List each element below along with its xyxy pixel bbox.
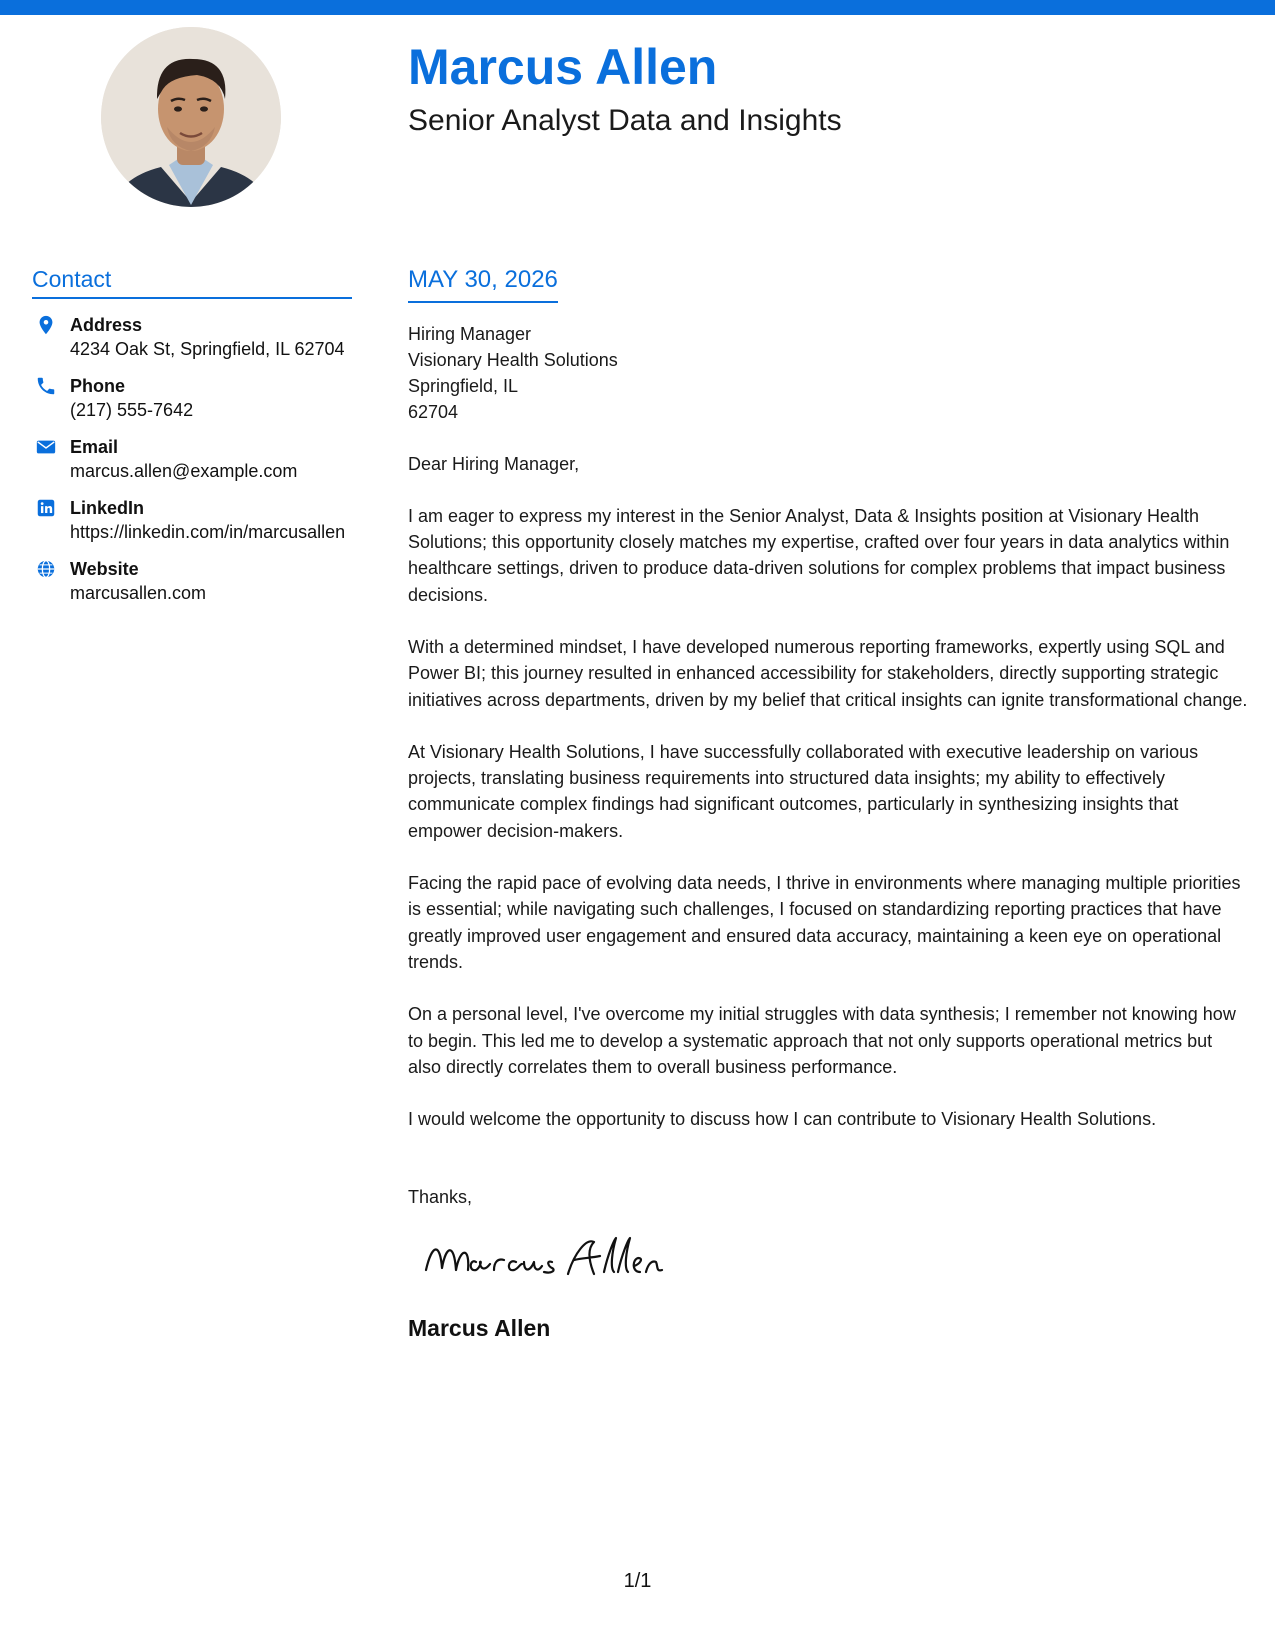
contact-label: Website	[70, 558, 139, 579]
paragraph: I would welcome the opportunity to discuss how I can contribute to Visionary Health Solutions.	[408, 1109, 1157, 1130]
map-pin-icon	[35, 314, 57, 336]
envelope-icon	[35, 436, 57, 458]
phone-value[interactable]: (217) 555-7642	[70, 399, 194, 420]
contact-label: Email	[70, 436, 119, 457]
website-value[interactable]: marcusallen.com	[70, 582, 207, 603]
letter-body	[408, 266, 1248, 1342]
globe-icon	[35, 558, 57, 580]
letter-date: MAY 30, 2026	[408, 266, 558, 303]
contact-heading: Contact	[32, 266, 352, 299]
handwritten-signature	[418, 1224, 678, 1294]
contact-linkedin	[32, 496, 352, 545]
contact-email	[32, 435, 352, 484]
paragraph: Facing the rapid pace of evolving data needs, I thrive in environments where managing multiple priorities is essential; while navigating such challenges, I focused on standardizing reporting practices that have greatly improved user engagement and ensured data accuracy, maintaining a keen eye on operational trends.	[408, 873, 1241, 972]
address-value: 4234 Oak St, Springfield, IL 62704	[70, 338, 345, 359]
recipient-line: Springfield, IL	[408, 375, 519, 396]
greeting: Dear Hiring Manager,	[408, 453, 580, 474]
email-value[interactable]: marcus.allen@example.com	[70, 460, 298, 481]
profile-photo	[101, 27, 281, 207]
recipient-block	[408, 321, 1248, 425]
signer-name: Marcus Allen	[408, 1315, 551, 1342]
paragraph: On a personal level, I've overcome my initial struggles with data synthesis; I remember not knowing how to begin. This led me to develop a systematic approach that not only supports operational metrics but also directly correlates them to overall business performance.	[408, 1004, 1236, 1077]
contact-label: Address	[70, 314, 143, 335]
contact-label: LinkedIn	[70, 497, 145, 518]
page-number: 1/1	[623, 1570, 652, 1592]
contact-list	[32, 313, 352, 606]
candidate-title: Senior Analyst Data and Insights	[408, 104, 842, 137]
linkedin-value[interactable]: https://linkedin.com/in/marcusallen	[70, 521, 346, 542]
recipient-line: 62704	[408, 401, 459, 422]
contact-label: Phone	[70, 375, 126, 396]
candidate-name: Marcus Allen	[408, 39, 718, 95]
contact-sidebar	[32, 266, 352, 618]
contact-phone	[32, 374, 352, 423]
phone-icon	[35, 375, 57, 397]
contact-website	[32, 557, 352, 606]
contact-address	[32, 313, 352, 362]
recipient-line: Visionary Health Solutions	[408, 349, 618, 370]
paragraph: At Visionary Health Solutions, I have successfully collaborated with executive leadership on various projects, translating business requirements into structured data insights; my ability to effectively communicate complex findings had significant outcomes, particularly in synthesizing insights that empower decision-makers.	[408, 741, 1199, 841]
linkedin-icon	[35, 497, 57, 519]
recipient-line: Hiring Manager	[408, 323, 532, 344]
top-accent-bar	[0, 0, 1275, 15]
paragraph: I am eager to express my interest in the Senior Analyst, Data & Insights position at Visionary Health Solutions; this opportunity closely matches my expertise, crafted over four years in data analytics within healthcare settings, driven to produce data-driven solutions for complex problems that impact business decisions.	[408, 505, 1230, 605]
closing: Thanks,	[408, 1187, 473, 1208]
paragraph: With a determined mindset, I have developed numerous reporting frameworks, expertly using SQL and Power BI; this journey resulted in enhanced accessibility for stakeholders, directly supporting strategic initiatives across departments, driven by my belief that critical insights can ignite transformational change.	[408, 636, 1248, 710]
